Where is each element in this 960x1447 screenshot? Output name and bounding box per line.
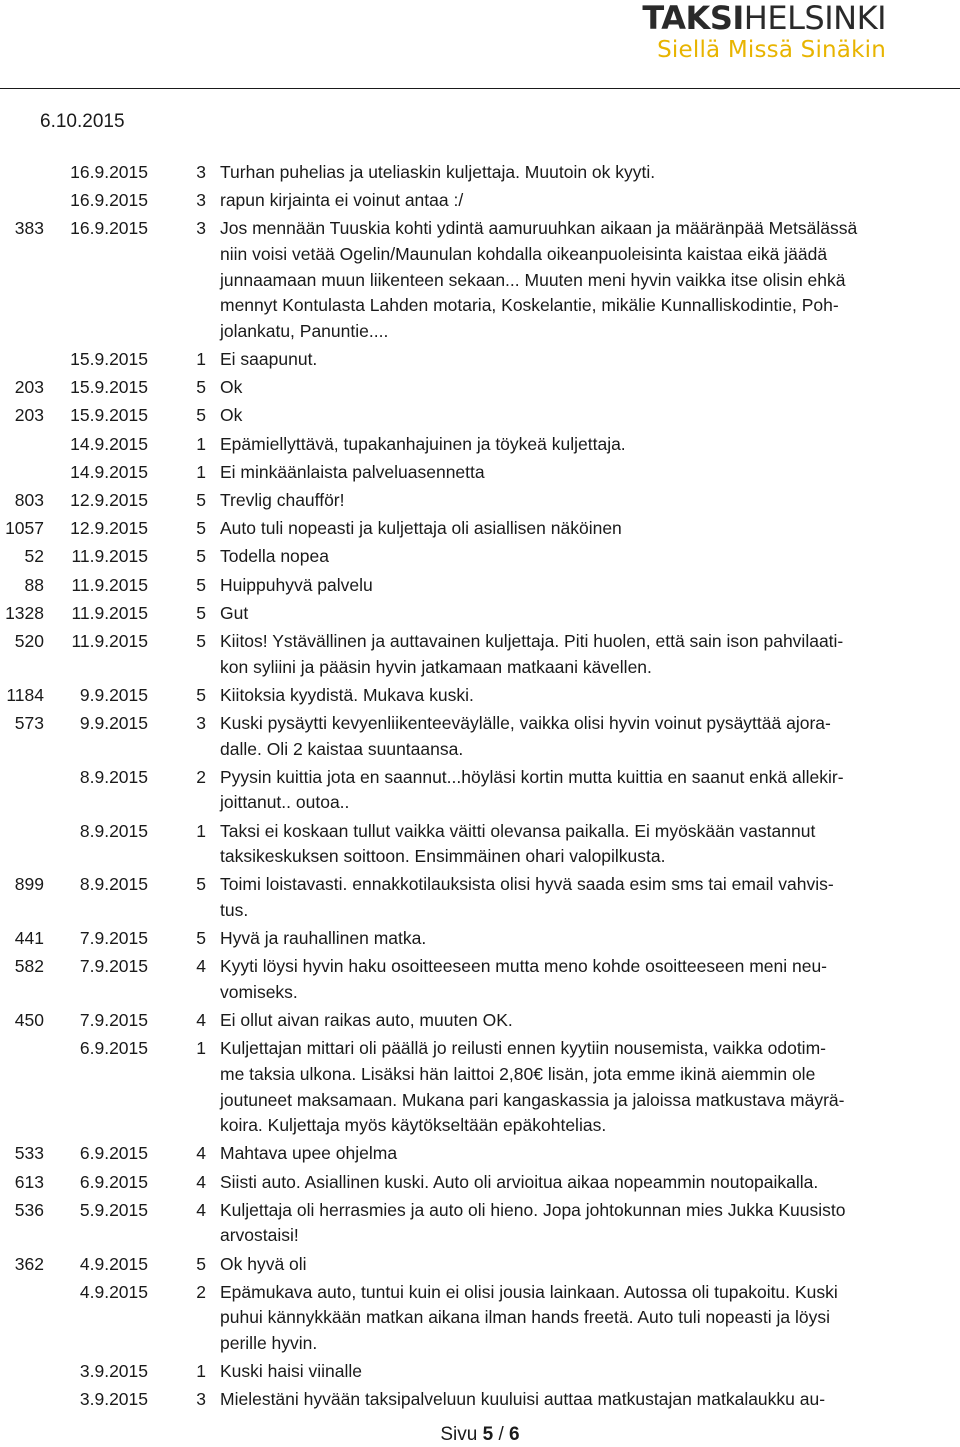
row-date: 4.9.2015 bbox=[79, 1253, 148, 1274]
row-rating: 5 bbox=[196, 518, 206, 539]
row-comment bbox=[220, 1008, 910, 1034]
comment-line: Siisti auto. Asiallinen kuski. Auto oli arvioitua aikaa nopeammin noutopaikalla. bbox=[220, 1171, 819, 1192]
comment-line: Epämiellyttävä, tupakanhajuinen ja töykeä kuljettaja. bbox=[220, 433, 626, 454]
row-comment bbox=[220, 765, 910, 816]
page-footer bbox=[0, 1424, 960, 1446]
row-rating: 5 bbox=[196, 631, 206, 651]
comment-line: Ok bbox=[220, 405, 243, 426]
row-driver-id: 803 bbox=[14, 490, 44, 510]
row-rating: 4 bbox=[196, 1143, 206, 1164]
comment-line: Kiitos! Ystävällinen ja auttavainen kuljettaja. Piti huolen, että sain ison pahvilaati- bbox=[220, 631, 844, 651]
comment-line: Hyvä ja rauhallinen matka. bbox=[220, 928, 427, 949]
comment-line: Huippuhyvä palvelu bbox=[220, 574, 373, 595]
row-date: 15.9.2015 bbox=[70, 377, 148, 398]
row-comment bbox=[220, 1280, 910, 1357]
row-rating: 4 bbox=[196, 956, 206, 977]
comment-line: Trevlig chaufför! bbox=[220, 490, 345, 510]
comment-line: Ok bbox=[220, 377, 243, 398]
row-date: 9.9.2015 bbox=[79, 713, 148, 733]
row-date: 9.9.2015 bbox=[79, 684, 148, 705]
row-driver-id: 52 bbox=[24, 546, 44, 567]
row-date: 6.9.2015 bbox=[79, 1143, 148, 1164]
row-comment bbox=[220, 160, 910, 186]
footer-separator: / bbox=[498, 1424, 504, 1445]
comment-line: Ei saapunut. bbox=[220, 349, 318, 369]
row-date: 11.9.2015 bbox=[71, 602, 148, 623]
row-comment bbox=[220, 432, 910, 458]
footer-page-total: 6 bbox=[509, 1424, 520, 1445]
row-driver-id: 899 bbox=[14, 874, 44, 895]
row-rating: 4 bbox=[196, 1171, 206, 1192]
row-comment bbox=[220, 1036, 910, 1138]
comment-line: Kiitoksia kyydistä. Mukava kuski. bbox=[220, 684, 474, 705]
row-driver-id: 520 bbox=[14, 631, 44, 651]
row-date: 12.9.2015 bbox=[70, 518, 148, 539]
row-comment bbox=[220, 629, 910, 680]
row-rating: 5 bbox=[196, 405, 206, 426]
row-date: 14.9.2015 bbox=[70, 433, 148, 454]
row-comment bbox=[220, 544, 910, 570]
row-rating: 2 bbox=[196, 1281, 206, 1302]
comment-line: Turhan puhelias ja uteliaskin kuljettaja. Muutoin ok kyyti. bbox=[220, 162, 656, 182]
comment-line: Ei minkäänlaista palveluasennetta bbox=[220, 461, 485, 482]
row-rating: 5 bbox=[196, 684, 206, 705]
row-comment bbox=[220, 819, 910, 870]
comment-line: Pyysin kuittia jota en saannut...höyläsi kortin mutta kuittia en saanut enkä allekir- bbox=[220, 766, 844, 787]
row-date: 15.9.2015 bbox=[70, 405, 148, 426]
row-comment bbox=[220, 216, 910, 344]
footer-label: Sivu bbox=[440, 1424, 478, 1445]
row-comment bbox=[220, 488, 910, 514]
row-date: 11.9.2015 bbox=[71, 574, 148, 595]
comment-line: jolankatu, Panuntie.... bbox=[220, 320, 389, 341]
comment-line: niin voisi vetää Ogelin/Maunulan kohdalla oikeanpuoleisinta kaistaa eikä jäädä bbox=[220, 243, 828, 264]
logo-tagline: Siellä Missä Sinäkin bbox=[657, 37, 886, 63]
row-comment bbox=[220, 1252, 910, 1278]
row-date: 5.9.2015 bbox=[79, 1199, 148, 1220]
row-date: 7.9.2015 bbox=[79, 956, 148, 977]
comment-line: kon syliini ja pääsin hyvin jatkamaan matkaani kävellen. bbox=[220, 656, 652, 677]
footer-page-number: 5 bbox=[482, 1424, 494, 1445]
logo-brand-right: HELSINKI bbox=[743, 0, 886, 37]
row-date: 16.9.2015 bbox=[70, 218, 148, 239]
comment-line: vomiseks. bbox=[220, 981, 298, 1002]
row-comment bbox=[220, 460, 910, 486]
comment-line: dalle. Oli 2 kaistaa suuntaansa. bbox=[220, 738, 464, 759]
row-comment bbox=[220, 954, 910, 1005]
row-rating: 3 bbox=[196, 218, 206, 239]
row-driver-id: 573 bbox=[14, 713, 44, 733]
row-comment bbox=[220, 573, 910, 599]
row-comment bbox=[220, 1170, 910, 1196]
comment-line: arvostaisi! bbox=[220, 1225, 299, 1246]
row-driver-id: 383 bbox=[14, 218, 44, 239]
row-date: 16.9.2015 bbox=[70, 190, 148, 211]
row-rating: 1 bbox=[196, 433, 206, 454]
comment-line: Taksi ei koskaan tullut vaikka väitti olevansa paikalla. Ei myöskään vastannut bbox=[220, 820, 816, 841]
row-rating: 5 bbox=[196, 874, 206, 895]
row-date: 4.9.2015 bbox=[79, 1281, 148, 1302]
comment-line: rapun kirjainta ei voinut antaa :/ bbox=[220, 190, 464, 211]
row-rating: 5 bbox=[196, 490, 206, 510]
row-driver-id: 613 bbox=[14, 1171, 44, 1192]
row-comment bbox=[220, 872, 910, 923]
comment-line: Jos mennään Tuuskia kohti ydintä aamuruuhkan aikaan ja määränpää Metsälässä bbox=[220, 218, 858, 239]
row-rating: 3 bbox=[196, 713, 206, 733]
row-comment bbox=[220, 1359, 910, 1385]
comment-line: Kuski pysäytti kevyenliikenteeväylälle, vaikka olisi hyvin voinut pysäyttää ajora- bbox=[220, 713, 831, 733]
row-rating: 1 bbox=[196, 461, 206, 482]
taksi-helsinki-logo bbox=[642, 0, 886, 64]
row-comment bbox=[220, 1141, 910, 1167]
row-date: 6.9.2015 bbox=[79, 1038, 148, 1059]
row-comment bbox=[220, 516, 910, 542]
row-comment bbox=[220, 1387, 910, 1413]
row-date: 16.9.2015 bbox=[70, 162, 148, 182]
row-rating: 1 bbox=[196, 1038, 206, 1059]
comment-line: Todella nopea bbox=[220, 546, 329, 567]
row-comment bbox=[220, 683, 910, 709]
row-comment bbox=[220, 347, 910, 373]
row-comment bbox=[220, 375, 910, 401]
row-rating: 5 bbox=[196, 546, 206, 567]
row-date: 8.9.2015 bbox=[79, 874, 148, 895]
comment-line: Mielestäni hyvään taksipalveluun kuuluisi auttaa matkustajan matkalaukku au- bbox=[220, 1389, 826, 1410]
comment-line: Ei ollut aivan raikas auto, muuten OK. bbox=[220, 1010, 513, 1031]
row-rating: 2 bbox=[196, 766, 206, 787]
row-rating: 3 bbox=[196, 162, 206, 182]
row-driver-id: 1057 bbox=[5, 518, 44, 539]
page-date: 6.10.2015 bbox=[40, 111, 125, 132]
row-date: 8.9.2015 bbox=[79, 766, 148, 787]
row-driver-id: 88 bbox=[24, 574, 44, 595]
comment-line: koira. Kuljettaja myös käytökseltään epäkohtelias. bbox=[220, 1115, 607, 1136]
comment-line: Toimi loistavasti. ennakkotilauksista olisi hyvä saada esim sms tai email vahvis- bbox=[220, 874, 834, 895]
row-rating: 4 bbox=[196, 1010, 206, 1031]
row-date: 3.9.2015 bbox=[79, 1361, 148, 1382]
comment-line: junnaamaan muun liikenteen sekaan... Muuten meni hyvin vaikka itse olisin ehkä bbox=[220, 269, 846, 290]
row-driver-id: 441 bbox=[14, 928, 44, 949]
comment-line: mennyt Kontulasta Lahden motaria, Koskelantie, mikälie Kunnalliskodintie, Poh- bbox=[220, 295, 839, 316]
row-comment bbox=[220, 601, 910, 627]
comment-line: Kuljettaja oli herrasmies ja auto oli hieno. Jopa johtokunnan mies Jukka Kuusisto bbox=[220, 1199, 846, 1220]
comment-line: Ok hyvä oli bbox=[220, 1253, 307, 1274]
row-driver-id: 582 bbox=[14, 956, 44, 977]
row-driver-id: 450 bbox=[14, 1010, 44, 1031]
comment-line: Epämukava auto, tuntui kuin ei olisi jousia lainkaan. Autossa oli tupakoitu. Kuski bbox=[220, 1281, 838, 1302]
comment-line: joutuneet maksamaan. Mukana pari kangaskassia ja jaloissa matkustava mäyrä- bbox=[220, 1089, 845, 1110]
logo-brand-left: TAKSI bbox=[642, 0, 744, 37]
row-date: 15.9.2015 bbox=[70, 349, 148, 369]
row-date: 7.9.2015 bbox=[79, 928, 148, 949]
logo-wordmark bbox=[642, 0, 886, 36]
comment-line: taksikeskuksen soittoon. Ensimmäinen ohari valopilkusta. bbox=[220, 846, 666, 867]
row-date: 7.9.2015 bbox=[79, 1010, 148, 1031]
row-date: 11.9.2015 bbox=[71, 546, 148, 567]
header-divider bbox=[0, 88, 960, 89]
row-comment bbox=[220, 403, 910, 429]
row-rating: 4 bbox=[196, 1199, 206, 1220]
row-driver-id: 1184 bbox=[6, 684, 44, 705]
comment-line: me taksia ulkona. Lisäksi hän laittoi 2,80€ lisän, jota emme ikinä aiemmin ole bbox=[220, 1063, 816, 1084]
row-driver-id: 536 bbox=[14, 1199, 44, 1220]
row-date: 12.9.2015 bbox=[70, 490, 148, 510]
row-driver-id: 203 bbox=[14, 377, 44, 398]
comment-line: Auto tuli nopeasti ja kuljettaja oli asiallisen näköinen bbox=[220, 518, 622, 539]
row-rating: 1 bbox=[196, 820, 206, 841]
row-rating: 3 bbox=[196, 190, 206, 211]
row-comment bbox=[220, 1198, 910, 1249]
comment-line: joittanut.. outoa.. bbox=[220, 792, 350, 813]
row-rating: 5 bbox=[196, 574, 206, 595]
row-date: 8.9.2015 bbox=[79, 820, 148, 841]
row-rating: 1 bbox=[196, 1361, 206, 1382]
row-driver-id: 203 bbox=[14, 405, 44, 426]
row-comment bbox=[220, 188, 910, 214]
row-driver-id: 362 bbox=[14, 1253, 44, 1274]
comment-line: tus. bbox=[220, 899, 249, 920]
comment-line: Gut bbox=[220, 602, 249, 623]
row-comment bbox=[220, 926, 910, 952]
row-date: 11.9.2015 bbox=[71, 631, 148, 651]
row-rating: 3 bbox=[196, 1389, 206, 1410]
comment-line: Kuljettajan mittari oli päällä jo reilusti ennen kyytiin nousemista, vaikka odotim- bbox=[220, 1038, 826, 1059]
row-comment bbox=[220, 711, 910, 762]
row-date: 3.9.2015 bbox=[79, 1389, 148, 1410]
row-driver-id: 1328 bbox=[5, 602, 44, 623]
comment-line: Kuski haisi viinalle bbox=[220, 1361, 363, 1382]
row-driver-id: 533 bbox=[14, 1143, 44, 1164]
row-rating: 1 bbox=[196, 349, 206, 369]
comment-line: Mahtava upee ohjelma bbox=[220, 1143, 398, 1164]
row-rating: 5 bbox=[196, 928, 206, 949]
comment-line: puhui kännykkään matkan aikana ilman hands freetä. Auto tuli nopeasti ja löysi bbox=[220, 1307, 830, 1328]
row-rating: 5 bbox=[196, 1253, 206, 1274]
row-rating: 5 bbox=[196, 602, 206, 623]
row-rating: 5 bbox=[196, 377, 206, 398]
comment-line: Kyyti löysi hyvin haku osoitteeseen mutta meno kohde osoitteeseen meni neu- bbox=[220, 956, 828, 977]
row-date: 14.9.2015 bbox=[70, 461, 148, 482]
comment-line: perille hyvin. bbox=[220, 1332, 318, 1353]
row-date: 6.9.2015 bbox=[79, 1171, 148, 1192]
